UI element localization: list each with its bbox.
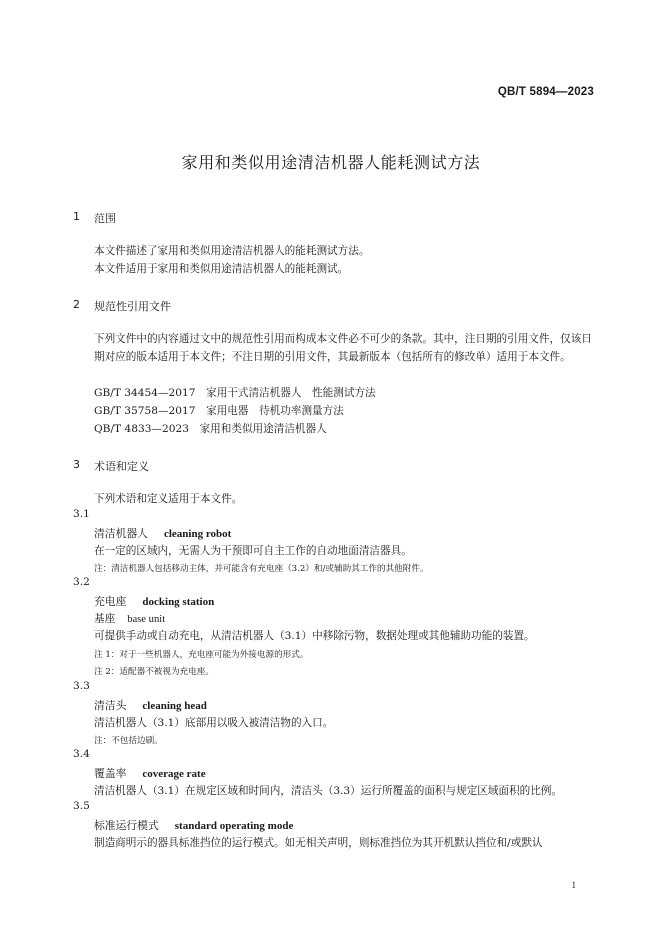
- reference-name: 家用干式清洁机器人 性能测试方法: [206, 387, 376, 399]
- reference-item: [94, 403, 344, 418]
- term-heading: [94, 594, 214, 609]
- section-2-intro: [73, 330, 593, 366]
- term-zh: 清洁机器人: [94, 527, 148, 540]
- term-definition: 可提供手动或自动充电，从清洁机器人（3.1）中移除污物，数据处理或其他辅助功能的装置。: [94, 630, 535, 642]
- reference-code: GB/T 34454—2017: [94, 387, 196, 399]
- reference-item: [94, 385, 376, 400]
- term-definition: 制造商明示的器具标准挡位的运行模式。如无相关声明，则标准挡位为其开机默认挡位和/或默认: [94, 837, 543, 849]
- term-en: cleaning robot: [163, 528, 232, 540]
- section-1-number: 1: [73, 210, 80, 223]
- term-zh: 充电座: [94, 595, 127, 608]
- term-definition: 清洁机器人（3.1）在规定区域和时间内，清洁头（3.3）运行所覆盖的面积与规定区域面积的比例。: [94, 785, 563, 797]
- section-2-intro-text: 下列文件中的内容通过文中的规范性引用而构成本文件必不可少的条款。其中，注日期的引用文件，仅该日期对应的版本适用于本文件；不注日期的引用文件，其最新版本（包括所有的修改单）适用于本文件。: [94, 333, 592, 363]
- term-en: docking station: [142, 596, 215, 608]
- section-2-number: 2: [73, 298, 80, 311]
- term-zh: 标准运行模式: [94, 819, 159, 832]
- reference-code: GB/T 35758—2017: [94, 405, 196, 417]
- term-en: cleaning head: [142, 700, 207, 712]
- document-title: 家用和类似用途清洁机器人能耗测试方法: [181, 153, 481, 172]
- term-en: standard operating mode: [174, 820, 294, 832]
- term-heading: [94, 698, 207, 713]
- term-heading: [94, 526, 231, 541]
- term-heading: [94, 766, 206, 781]
- term-note: 注 2：适配器不被视为充电座。: [94, 667, 214, 677]
- term-heading: [94, 818, 293, 833]
- term-number: 3.4: [73, 748, 90, 760]
- term-number: 3.3: [73, 680, 90, 692]
- standard-code: QB/T 5894—2023: [497, 86, 594, 98]
- term-alt-en: base unit: [127, 614, 166, 625]
- section-1-paragraph-1: 本文件描述了家用和类似用途清洁机器人的能耗测试方法。: [94, 245, 370, 257]
- term-number: 3.2: [73, 576, 90, 588]
- page-number: 1: [571, 880, 576, 890]
- term-zh: 清洁头: [94, 699, 127, 712]
- term-number: 3.5: [73, 800, 90, 812]
- section-3-title: 术语和定义: [94, 460, 149, 473]
- term-zh: 覆盖率: [94, 767, 127, 780]
- term-alt-zh: 基座: [94, 613, 116, 625]
- section-3-intro: 下列术语和定义适用于本文件。: [94, 493, 243, 505]
- term-number: 3.1: [73, 508, 90, 520]
- term-definition: 清洁机器人（3.1）底部用以吸入被清洁物的入口。: [94, 717, 334, 729]
- reference-code: QB/T 4833—2023: [94, 423, 189, 435]
- term-definition: 在一定的区域内，无需人为干预即可自主工作的自动地面清洁器具。: [94, 545, 412, 557]
- section-2-title: 规范性引用文件: [94, 300, 171, 313]
- term-note: 注：清洁机器人包括移动主体，并可能含有充电座（3.2）和/或辅助其工作的其他附件。: [94, 564, 429, 574]
- reference-name: 家用电器 待机功率测量方法: [206, 405, 344, 417]
- section-3-number: 3: [73, 458, 80, 471]
- term-note: 注：不包括边刷。: [94, 736, 163, 746]
- term-en: coverage rate: [142, 768, 206, 780]
- term-alternative: [94, 611, 165, 626]
- section-1-paragraph-2: 本文件适用于家用和类似用途清洁机器人的能耗测试。: [94, 263, 349, 275]
- reference-name: 家用和类似用途清洁机器人: [199, 423, 327, 435]
- section-1-title: 范围: [94, 212, 116, 225]
- term-note: 注 1：对于一些机器人，充电座可能为外接电源的形式。: [94, 650, 309, 660]
- reference-item: [94, 421, 327, 436]
